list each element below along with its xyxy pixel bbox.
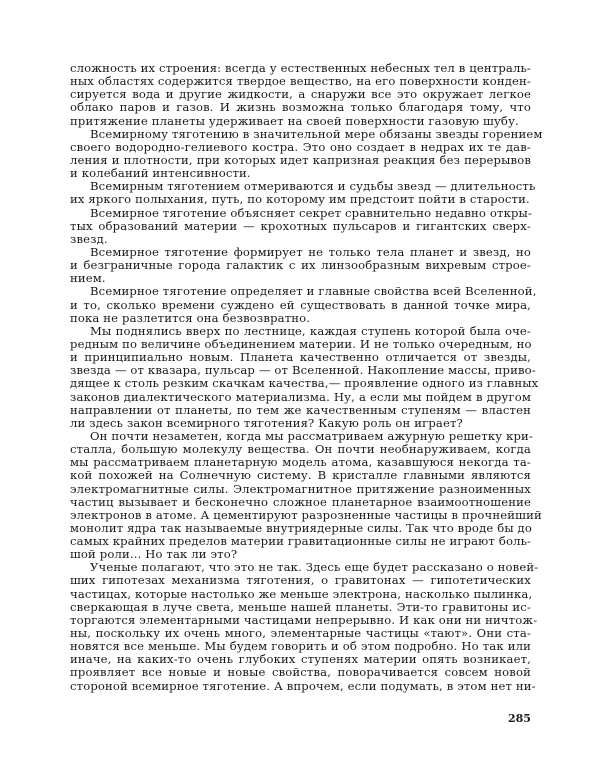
text-line: нием. (70, 271, 106, 286)
text-line: ных областях содержится твердое вещество, на его поверхности конден- (70, 74, 531, 89)
text-line: Он почти незаметен, когда мы рассматриваем ажурную решетку кри- (90, 428, 533, 443)
text-line: сверкающая в луче света, меньше нашей планеты. Эти-то гравитоны ис- (70, 599, 531, 614)
text-line: ших гипотезах механизма тяготения, о гравитонах — гипотетических (70, 573, 531, 588)
text-line: Всемирное тяготение формирует не только тела планет и звезд, но (90, 244, 531, 259)
text-line: иначе, на каких-то очень глубоких ступенях материи опять возникает, (70, 652, 531, 667)
text-line: ления и плотности, при которых идет капризная реакция без перерывов (70, 152, 531, 167)
text-line: их яркого полыхания, путь, по которому им предстоит пойти в старости. (70, 192, 530, 207)
text-line: притяжение планеты удерживает на своей поверхности газовую шубу. (70, 113, 519, 128)
text-line: новятся все меньше. Мы будем говорить и об этом подробно. Но так или (70, 639, 531, 654)
text-line: кой похожей на Солнечную систему. В кристалле главными являются (70, 468, 531, 483)
text-line: сложность их строения: всегда у естественных небесных тел в централь- (70, 61, 531, 75)
paragraph (70, 246, 531, 285)
text-line: ны, поскольку их очень много, элементарные частицы «тают». Они ста- (70, 626, 531, 641)
text-line: Всемирным тяготением отмериваются и судьбы звезд — длительность (90, 179, 536, 194)
text-line: Ученые полагают, что это не так. Здесь еще будет рассказано о новей- (90, 560, 539, 575)
text-line: стороной всемирное тяготение. А впрочем, если подумать, в этом нет ни- (70, 678, 536, 693)
text-line: сталла, большую молекулу вещества. Он почти необнаруживаем, когда (70, 442, 531, 457)
paragraph (70, 62, 531, 128)
text-line: и колебаний интенсивности. (70, 166, 251, 181)
text-line: редным по величине объединением материи. И не только очередным, но (70, 336, 532, 351)
text-line: своего водородно-гелиевого костра. Это оно создает в недрах их те дав- (70, 139, 531, 154)
text-line: шой роли... Но так ли это? (70, 547, 238, 562)
text-line: направлении от планеты, по тем же качественным ступеням — властен (70, 402, 531, 417)
text-line: мы рассматриваем планетарную модель атома, казавшуюся некогда та- (70, 455, 531, 470)
text-line: проявляет все новые и новые свойства, поворачивается совсем новой (70, 665, 531, 680)
paragraph (70, 207, 531, 246)
text-line: частицах, которые настолько же меньше электрона, насколько пылинка, (70, 586, 533, 601)
paragraph (70, 179, 536, 207)
page-number: 285 (508, 712, 531, 725)
text-line: и безграничные города галактик с их линзообразным вихревым строе- (70, 258, 531, 273)
paragraph (70, 126, 543, 181)
text-line: дящее к столь резким скачкам качества,— проявление одного из главных (70, 376, 539, 391)
book-page-text (70, 61, 543, 693)
text-line: монолит ядра так называемые внутриядерные силы. Так что вроде бы до (70, 520, 532, 535)
paragraph (70, 284, 537, 325)
text-line: сируется вода и другие жидкости, а снаружи все это окружает легкое (70, 87, 531, 102)
text-line: Всемирное тяготение объясняет секрет сравнительно недавно откры- (90, 205, 532, 220)
text-line: Всемирному тяготению в значительной мере обязаны звезды горением (90, 126, 543, 141)
text-line: самых крайних пределов материи гравитационные силы не играют боль- (70, 534, 532, 549)
text-line: законов диалектического материализма. Ну, а если мы пойдем в другом (70, 389, 531, 404)
text-line: торгаются элементарными частицами непрерывно. И как они ни ничтож- (70, 612, 538, 627)
paragraph (70, 560, 539, 693)
text-line: облако паров и газов. И жизнь возможна только благодаря тому, что (70, 100, 531, 115)
text-line: звезд. (70, 231, 108, 246)
text-line: Всемирное тяготение определяет и главные свойства всей Вселенной, (90, 284, 537, 299)
text-line: и принципиально новым. Планета качественно отличается от звезды, (70, 350, 531, 365)
text-line: частиц вызывает и бесконечно сложное планетарное взаимоотношение (70, 494, 531, 509)
text-line: пока не разлетится она безвозвратно. (70, 310, 311, 325)
text-line: электронов в атоме. А цементируют разрозненные частицы в прочнейший (70, 507, 542, 522)
text-line: Мы поднялись вверх по лестнице, каждая ступень которой была оче- (90, 323, 531, 338)
paragraph (70, 428, 542, 562)
text-line: ли здесь закон всемирного тяготения? Какую роль он играет? (70, 415, 463, 430)
paragraph (70, 323, 539, 430)
text-line: тых образований материи — крохотных пульсаров и гигантских сверх- (70, 218, 531, 233)
text-line: звезда — от квазара, пульсар — от Вселенной. Накопление массы, приво- (70, 363, 536, 378)
text-line: и то, сколько времени суждено ей существовать в данной точке мира, (70, 297, 531, 312)
text-line: электромагнитные силы. Электромагнитное притяжение разноименных (70, 481, 531, 496)
